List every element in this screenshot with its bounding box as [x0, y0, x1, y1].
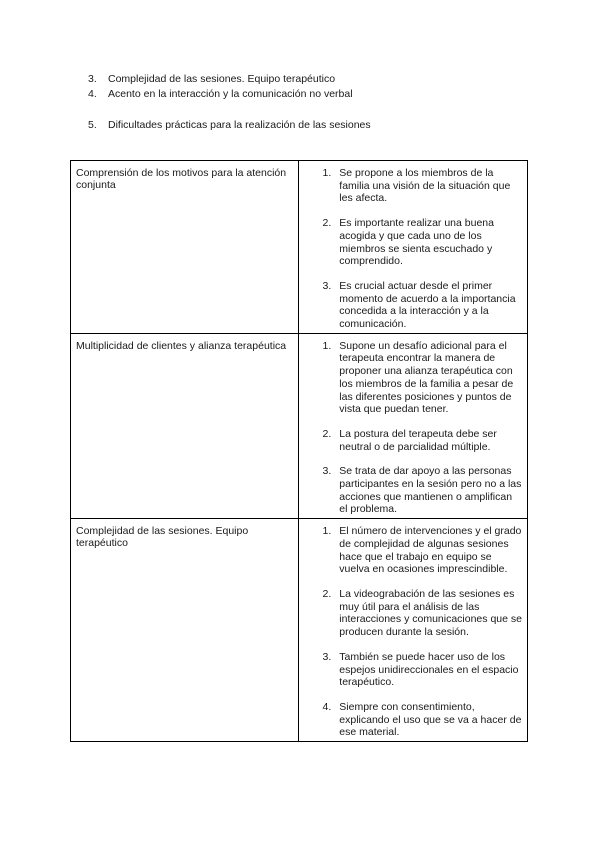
intro-numbered-list [88, 72, 371, 133]
intro-list-item [88, 118, 371, 133]
topic-text: Multiplicidad de clientes y alianza terapéutica [76, 339, 287, 352]
table-row [71, 519, 528, 742]
point-number: 2. [322, 587, 332, 600]
list-item [299, 525, 523, 576]
intro-item-number: 4. [88, 88, 97, 100]
point-number: 2. [322, 427, 332, 440]
list-item [299, 428, 523, 453]
intro-item-text: Acento en la interacción y la comunicación no verbal [108, 88, 353, 100]
point-text: El número de intervenciones y el grado de complejidad de algunas sesiones hace que el trabajo en equipo se vuelva en ocasiones imprescindible. [339, 525, 522, 576]
topic-cell [71, 519, 299, 742]
topic-text: Comprensión de los motivos para la atención conjunta [76, 167, 287, 191]
table-row [71, 333, 528, 518]
point-text: También se puede hacer uso de los espejos unidireccionales en el espacio terapéutico. [339, 650, 519, 689]
point-text: La postura del terapeuta debe ser neutral o de parcialidad múltiple. [339, 427, 497, 453]
intro-item-number: 5. [88, 119, 97, 131]
point-text: Se propone a los miembros de la familia una visión de la situación que les afecta. [339, 167, 511, 205]
list-item [299, 280, 523, 331]
list-item [299, 701, 523, 739]
point-text: Se trata de dar apoyo a las personas participantes en la sesión pero no a las acciones que mantienen o amplifican el problema. [339, 465, 522, 516]
topic-text: Complejidad de las sesiones. Equipo terapéutico [76, 525, 249, 550]
points-cell [299, 161, 528, 334]
intro-item-number: 3. [88, 73, 97, 85]
list-item [299, 588, 523, 639]
point-number: 1. [322, 167, 332, 179]
points-cell [299, 333, 528, 518]
point-number: 3. [322, 650, 332, 663]
point-number: 3. [322, 279, 332, 292]
summary-table [70, 160, 528, 742]
list-item [299, 465, 523, 516]
point-text: La videograbación de las sesiones es muy útil para el análisis de las interacciones y comunicaciones que se producen durante la sesión. [339, 587, 522, 639]
point-text: Supone un desafío adicional para el terapeuta encontrar la manera de proponer una alianza terapéutica con los miembros de la familia a pesar de las diferentes posiciones y puntos de vista que puedan tener. [339, 339, 514, 416]
point-text: Es crucial actuar desde el primer momento de acuerdo a la importancia concedida a la interacción y a la comunicación. [339, 279, 516, 331]
point-number: 1. [322, 339, 332, 352]
list-item [299, 340, 523, 416]
topic-cell [71, 161, 299, 334]
intro-list-item [88, 87, 371, 102]
points-cell [299, 519, 528, 742]
table-row [71, 161, 528, 334]
point-text: Siempre con consentimiento, explicando el uso que se va a hacer de ese material. [339, 700, 522, 739]
point-number: 1. [322, 525, 332, 538]
intro-item-text: Complejidad de las sesiones. Equipo terapéutico [108, 73, 336, 85]
list-item [299, 167, 523, 205]
point-text: Es importante realizar una buena acogida y que cada uno de los miembros se sienta escuchado y comprendido. [339, 217, 494, 268]
topic-cell [71, 333, 299, 518]
list-item [299, 217, 523, 268]
point-number: 4. [322, 700, 332, 713]
intro-item-text: Dificultades prácticas para la realización de las sesiones [108, 119, 371, 131]
point-number: 2. [322, 217, 332, 230]
intro-list-item [88, 72, 371, 87]
point-number: 3. [322, 465, 332, 478]
list-item [299, 651, 523, 689]
